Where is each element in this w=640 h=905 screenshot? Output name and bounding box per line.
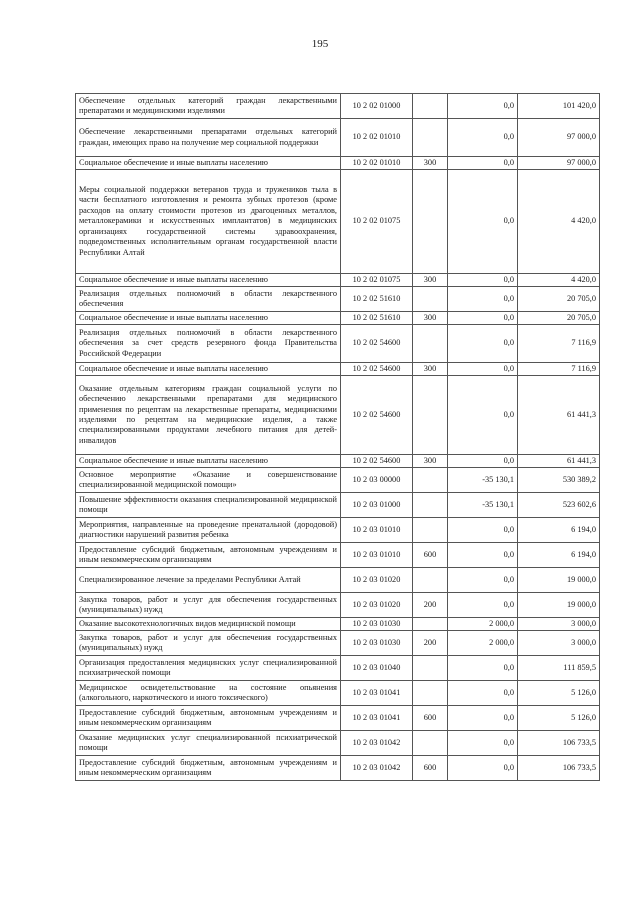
row-name: Предоставление субсидий бюджетным, автономным учреждениям и иным некоммерческим организациям [76, 543, 341, 568]
row-total: 19 000,0 [518, 593, 600, 618]
page-number: 195 [311, 38, 329, 50]
row-name: Социальное обеспечение и иные выплаты населению [76, 455, 341, 468]
row-name: Закупка товаров, работ и услуг для обеспечения государственных (муниципальных) нужд [76, 631, 341, 656]
row-code: 10 2 02 54600 [341, 455, 413, 468]
row-change: 0,0 [448, 170, 518, 274]
table-row [76, 376, 600, 455]
row-total: 97 000,0 [518, 119, 600, 157]
row-code: 10 2 02 01000 [341, 94, 413, 119]
row-type: 300 [413, 363, 448, 376]
row-code: 10 2 03 01010 [341, 518, 413, 543]
row-name: Мероприятия, направленные на проведение пренатальной (дородовой) диагностики нарушений развития ребенка [76, 518, 341, 543]
row-code: 10 2 03 01020 [341, 593, 413, 618]
row-total: 106 733,5 [518, 756, 600, 781]
row-change: 0,0 [448, 312, 518, 325]
row-code: 10 2 02 51610 [341, 287, 413, 312]
row-total: 106 733,5 [518, 731, 600, 756]
row-change: 2 000,0 [448, 618, 518, 631]
row-type [413, 518, 448, 543]
row-type [413, 656, 448, 681]
row-type: 600 [413, 543, 448, 568]
row-change: 0,0 [448, 274, 518, 287]
row-name: Организация предоставления медицинских услуг специализированной психиатрической помощи [76, 656, 341, 681]
row-total: 530 389,2 [518, 468, 600, 493]
row-change: 0,0 [448, 756, 518, 781]
row-name: Повышение эффективности оказания специализированной медицинской помощи [76, 493, 341, 518]
row-total: 20 705,0 [518, 287, 600, 312]
row-change: 0,0 [448, 455, 518, 468]
row-total: 6 194,0 [518, 518, 600, 543]
row-change: 2 000,0 [448, 631, 518, 656]
table-row [76, 157, 600, 170]
table-row [76, 618, 600, 631]
row-type [413, 170, 448, 274]
row-code: 10 2 03 01041 [341, 706, 413, 731]
row-code: 10 2 03 01042 [341, 731, 413, 756]
table-row [76, 681, 600, 706]
row-code: 10 2 02 01010 [341, 157, 413, 170]
row-code: 10 2 02 01010 [341, 119, 413, 157]
row-change: 0,0 [448, 287, 518, 312]
row-total: 101 420,0 [518, 94, 600, 119]
row-code: 10 2 02 54600 [341, 363, 413, 376]
row-name: Оказание высокотехнологичных видов медицинской помощи [76, 618, 341, 631]
row-code: 10 2 03 01042 [341, 756, 413, 781]
table-row [76, 568, 600, 593]
row-type: 600 [413, 706, 448, 731]
row-code: 10 2 02 54600 [341, 376, 413, 455]
row-total: 523 602,6 [518, 493, 600, 518]
row-total: 97 000,0 [518, 157, 600, 170]
row-name: Оказание медицинских услуг специализированной психиатрической помощи [76, 731, 341, 756]
row-name: Социальное обеспечение и иные выплаты населению [76, 363, 341, 376]
row-code: 10 2 02 01075 [341, 170, 413, 274]
budget-table [75, 93, 600, 781]
row-total: 19 000,0 [518, 568, 600, 593]
row-type: 300 [413, 455, 448, 468]
table-row [76, 493, 600, 518]
row-type [413, 731, 448, 756]
row-code: 10 2 03 01010 [341, 543, 413, 568]
row-type [413, 325, 448, 363]
row-change: 0,0 [448, 325, 518, 363]
row-name: Закупка товаров, работ и услуг для обеспечения государственных (муниципальных) нужд [76, 593, 341, 618]
budget-table-body [76, 94, 600, 781]
row-type [413, 493, 448, 518]
row-code: 10 2 02 51610 [341, 312, 413, 325]
row-name: Медицинское освидетельствование на состояние опьянения (алкогольного, наркотического и иного токсического) [76, 681, 341, 706]
row-type: 300 [413, 274, 448, 287]
row-change: 0,0 [448, 568, 518, 593]
row-change: -35 130,1 [448, 493, 518, 518]
table-row [76, 287, 600, 312]
row-type: 300 [413, 157, 448, 170]
row-total: 7 116,9 [518, 363, 600, 376]
row-change: 0,0 [448, 94, 518, 119]
table-row [76, 593, 600, 618]
row-name: Оказание отдельным категориям граждан социальной услуги по обеспечению лекарственными препаратами для медицинского применения по рецептам на лекарственные препараты, медицинскими изделиями по рецептам на медицинские изделия, а также специализированными продуктами лечебного питания для детей-инвалидов [76, 376, 341, 455]
table-row [76, 731, 600, 756]
table-row [76, 119, 600, 157]
row-name: Социальное обеспечение и иные выплаты населению [76, 274, 341, 287]
row-change: 0,0 [448, 518, 518, 543]
row-change: 0,0 [448, 656, 518, 681]
row-total: 5 126,0 [518, 706, 600, 731]
row-name: Обеспечение лекарственными препаратами отдельных категорий граждан, имеющих право на получение мер социальной поддержки [76, 119, 341, 157]
row-name: Обеспечение отдельных категорий граждан лекарственными препаратами и медицинскими изделиями [76, 94, 341, 119]
row-name: Реализация отдельных полномочий в области лекарственного обеспечения за счет средств резервного фонда Правительства Российской Федерации [76, 325, 341, 363]
row-change: 0,0 [448, 706, 518, 731]
row-code: 10 2 02 01075 [341, 274, 413, 287]
table-row [76, 274, 600, 287]
row-type [413, 94, 448, 119]
row-type: 300 [413, 312, 448, 325]
row-code: 10 2 02 54600 [341, 325, 413, 363]
row-type: 200 [413, 593, 448, 618]
row-total: 111 859,5 [518, 656, 600, 681]
row-change: 0,0 [448, 119, 518, 157]
table-row [76, 170, 600, 274]
table-row [76, 756, 600, 781]
row-change: 0,0 [448, 376, 518, 455]
row-type: 600 [413, 756, 448, 781]
table-row [76, 518, 600, 543]
table-row [76, 706, 600, 731]
table-row [76, 543, 600, 568]
row-name: Меры социальной поддержки ветеранов труда и тружеников тыла в части бесплатного изготовления и ремонта зубных протезов (кроме расходов на оплату стоимости протезов из драгоценных металлов, металлокерамики и искусственных имплантатов) в медицинских организациях государственной системы здравоохранения, подведомственных исполнительным органам государственной власти Республики Алтай [76, 170, 341, 274]
row-type [413, 287, 448, 312]
row-type [413, 618, 448, 631]
row-type: 200 [413, 631, 448, 656]
row-total: 7 116,9 [518, 325, 600, 363]
row-name: Реализация отдельных полномочий в области лекарственного обеспечения [76, 287, 341, 312]
row-code: 10 2 03 01041 [341, 681, 413, 706]
row-total: 4 420,0 [518, 274, 600, 287]
table-row [76, 468, 600, 493]
row-change: 0,0 [448, 593, 518, 618]
row-total: 4 420,0 [518, 170, 600, 274]
row-change: 0,0 [448, 157, 518, 170]
row-change: -35 130,1 [448, 468, 518, 493]
row-total: 61 441,3 [518, 455, 600, 468]
row-total: 6 194,0 [518, 543, 600, 568]
row-name: Специализированное лечение за пределами Республики Алтай [76, 568, 341, 593]
row-name: Предоставление субсидий бюджетным, автономным учреждениям и иным некоммерческим организациям [76, 706, 341, 731]
row-name: Основное мероприятие «Оказание и совершенствование специализированной медицинской помощи» [76, 468, 341, 493]
row-change: 0,0 [448, 363, 518, 376]
row-code: 10 2 03 01000 [341, 493, 413, 518]
row-total: 20 705,0 [518, 312, 600, 325]
row-change: 0,0 [448, 543, 518, 568]
row-type [413, 681, 448, 706]
table-row [76, 363, 600, 376]
row-change: 0,0 [448, 731, 518, 756]
table-row [76, 656, 600, 681]
table-row [76, 325, 600, 363]
row-code: 10 2 03 01030 [341, 618, 413, 631]
row-total: 3 000,0 [518, 631, 600, 656]
row-code: 10 2 03 00000 [341, 468, 413, 493]
row-type [413, 468, 448, 493]
table-row [76, 455, 600, 468]
row-name: Социальное обеспечение и иные выплаты населению [76, 157, 341, 170]
row-code: 10 2 03 01040 [341, 656, 413, 681]
table-row [76, 631, 600, 656]
row-code: 10 2 03 01030 [341, 631, 413, 656]
row-code: 10 2 03 01020 [341, 568, 413, 593]
row-total: 5 126,0 [518, 681, 600, 706]
table-row [76, 94, 600, 119]
row-change: 0,0 [448, 681, 518, 706]
table-row [76, 312, 600, 325]
row-type [413, 119, 448, 157]
row-name: Предоставление субсидий бюджетным, автономным учреждениям и иным некоммерческим организациям [76, 756, 341, 781]
row-name: Социальное обеспечение и иные выплаты населению [76, 312, 341, 325]
row-total: 3 000,0 [518, 618, 600, 631]
row-type [413, 568, 448, 593]
row-total: 61 441,3 [518, 376, 600, 455]
row-type [413, 376, 448, 455]
